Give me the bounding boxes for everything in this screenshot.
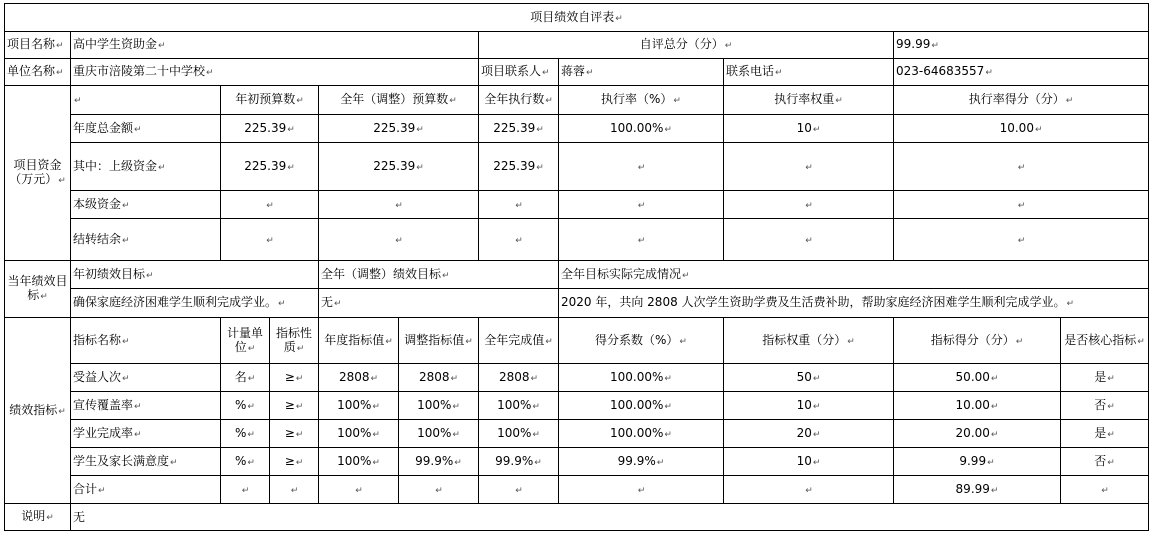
indicator-cell: ↵: [270, 476, 319, 504]
goals-section-label: 当年绩效目标↵: [5, 261, 71, 318]
funds-cell: 225.39↵: [319, 143, 479, 191]
indicator-cell: 是↵: [1061, 364, 1149, 392]
funds-section-label: 项目资金（万元）↵: [5, 86, 71, 261]
funds-cell: ↵: [319, 219, 479, 261]
funds-cell: ↵: [559, 143, 724, 191]
indicator-cell: 99.9%↵: [559, 448, 724, 476]
indicator-cell: 2808↵: [479, 364, 559, 392]
contact-label: 项目联系人↵: [479, 59, 559, 86]
funds-cell: ↵: [724, 143, 894, 191]
indicator-cell: 100%↵: [399, 392, 479, 420]
contact-value: 蒋蓉↵: [559, 59, 724, 86]
funds-cell: ↵: [221, 191, 319, 219]
goals-initial-value: 确保家庭经济困难学生顺利完成学业。↵: [71, 289, 319, 318]
indicator-cell: 100.00%↵: [559, 420, 724, 448]
indicator-header-cell: 得分系数（%）↵: [559, 318, 724, 364]
funds-header-cell: 全年执行数↵: [479, 86, 559, 115]
funds-cell: ↵: [221, 219, 319, 261]
funds-cell: 225.39↵: [479, 143, 559, 191]
funds-cell: 100.00%↵: [559, 115, 724, 143]
indicator-cell: ↵: [559, 476, 724, 504]
funds-cell: 225.39↵: [221, 115, 319, 143]
self-score-label: 自评总分（分）↵: [479, 32, 894, 59]
phone-label: 联系电话↵: [724, 59, 894, 86]
indicator-cell: 99.9%↵: [399, 448, 479, 476]
funds-cell: 225.39↵: [221, 143, 319, 191]
indicator-header-cell: 调整指标值↵: [399, 318, 479, 364]
indicator-cell: 100.00%↵: [559, 364, 724, 392]
indicator-cell: 名↵: [221, 364, 270, 392]
indicators-section-label: 绩效指标↵: [5, 318, 71, 504]
indicator-total-label: 合计↵: [71, 476, 221, 504]
indicator-cell: 50.00↵: [894, 364, 1061, 392]
indicator-cell: ≥↵: [270, 448, 319, 476]
funds-header-cell: 全年（调整）预算数↵: [319, 86, 479, 115]
goals-actual-label: 全年目标实际完成情况↵: [559, 261, 1149, 289]
indicator-cell: 否↵: [1061, 392, 1149, 420]
funds-cell: ↵: [559, 191, 724, 219]
funds-header-cell: 执行率（%）↵: [559, 86, 724, 115]
funds-cell: ↵: [724, 219, 894, 261]
funds-cell: ↵: [479, 191, 559, 219]
indicator-name: 学业完成率↵: [71, 420, 221, 448]
goals-adjusted-value: 无↵: [319, 289, 559, 318]
indicator-cell: %↵: [221, 448, 270, 476]
funds-row-label: 结转结余↵: [71, 219, 221, 261]
project-name-label: 项目名称↵: [5, 32, 71, 59]
indicator-cell: 100%↵: [479, 420, 559, 448]
evaluation-form: [4, 3, 1149, 531]
funds-row-label: 本级资金↵: [71, 191, 221, 219]
indicator-cell: ≥↵: [270, 392, 319, 420]
indicator-cell: 10.00↵: [894, 392, 1061, 420]
indicator-cell: ↵: [319, 476, 399, 504]
indicator-cell: ↵: [221, 476, 270, 504]
indicator-name: 受益人次↵: [71, 364, 221, 392]
note-value: 无: [71, 504, 1149, 531]
indicator-cell: %↵: [221, 420, 270, 448]
funds-cell: 10.00↵: [894, 115, 1149, 143]
funds-cell: ↵: [894, 219, 1149, 261]
indicator-cell: 100%↵: [479, 392, 559, 420]
indicator-name: 宣传覆盖率↵: [71, 392, 221, 420]
indicator-cell: 20↵: [724, 420, 894, 448]
indicator-cell: ↵: [479, 476, 559, 504]
project-name-value: 高中学生资助金↵: [71, 32, 479, 59]
funds-header-cell: ↵: [71, 86, 221, 115]
indicator-header-cell: 指标权重（分）↵: [724, 318, 894, 364]
indicator-cell: ↵: [399, 476, 479, 504]
indicator-cell: %↵: [221, 392, 270, 420]
indicator-header-cell: 指标性质↵: [270, 318, 319, 364]
funds-cell: ↵: [724, 191, 894, 219]
performance-table: [4, 3, 1149, 531]
indicator-header-cell: 计量单位↵: [221, 318, 270, 364]
funds-cell: 10↵: [724, 115, 894, 143]
unit-name-label: 单位名称↵: [5, 59, 71, 86]
funds-cell: 225.39↵: [479, 115, 559, 143]
indicator-header-cell: 指标得分（分）↵: [894, 318, 1061, 364]
funds-header-cell: 年初预算数↵: [221, 86, 319, 115]
phone-value: 023-64683557↵: [894, 59, 1149, 86]
note-label: 说明↵: [5, 504, 71, 531]
funds-cell: ↵: [559, 219, 724, 261]
indicator-cell: 9.99↵: [894, 448, 1061, 476]
indicator-cell: 100%↵: [319, 392, 399, 420]
indicator-cell: 50↵: [724, 364, 894, 392]
indicator-cell: 2808↵: [399, 364, 479, 392]
unit-name-value: 重庆市涪陵第二十中学校↵: [71, 59, 479, 86]
funds-row-label: 其中：上级资金↵: [71, 143, 221, 191]
funds-header-cell: 执行率权重↵: [724, 86, 894, 115]
funds-row-label: 年度总金额↵: [71, 115, 221, 143]
indicator-cell: 2808↵: [319, 364, 399, 392]
self-score-value: 99.99↵: [894, 32, 1149, 59]
indicator-cell: 100%↵: [319, 448, 399, 476]
indicator-header-cell: 全年完成值↵: [479, 318, 559, 364]
funds-cell: ↵: [894, 143, 1149, 191]
form-title: 项目绩效自评表↵: [5, 4, 1149, 32]
indicator-header-cell: 年度指标值↵: [319, 318, 399, 364]
indicator-header-cell: 指标名称↵: [71, 318, 221, 364]
indicator-cell: 20.00↵: [894, 420, 1061, 448]
goals-initial-label: 年初绩效目标↵: [71, 261, 319, 289]
indicator-cell: ≥↵: [270, 420, 319, 448]
indicator-cell: ↵: [724, 476, 894, 504]
indicator-cell: 10↵: [724, 392, 894, 420]
funds-cell: ↵: [479, 219, 559, 261]
indicator-header-cell: 是否核心指标↵: [1061, 318, 1149, 364]
goals-actual-value: 2020 年，共向 2808 人次学生资助学费及生活费补助，帮助家庭经济困难学生顺利完成学业。↵: [559, 289, 1149, 318]
funds-cell: ↵: [319, 191, 479, 219]
funds-cell: ↵: [894, 191, 1149, 219]
indicator-cell: 是↵: [1061, 420, 1149, 448]
indicator-name: 学生及家长满意度↵: [71, 448, 221, 476]
indicator-cell: ≥↵: [270, 364, 319, 392]
indicator-cell: 100%↵: [319, 420, 399, 448]
indicator-cell: 99.9%↵: [479, 448, 559, 476]
funds-header-cell: 执行率得分（分）↵: [894, 86, 1149, 115]
indicator-cell: 100%↵: [399, 420, 479, 448]
goals-adjusted-label: 全年（调整）绩效目标↵: [319, 261, 559, 289]
indicator-cell: 否↵: [1061, 448, 1149, 476]
indicator-cell: 10↵: [724, 448, 894, 476]
indicator-total-value: 89.99↵: [894, 476, 1061, 504]
funds-cell: 225.39↵: [319, 115, 479, 143]
indicator-cell: 100.00%↵: [559, 392, 724, 420]
indicator-cell: ↵: [1061, 476, 1149, 504]
